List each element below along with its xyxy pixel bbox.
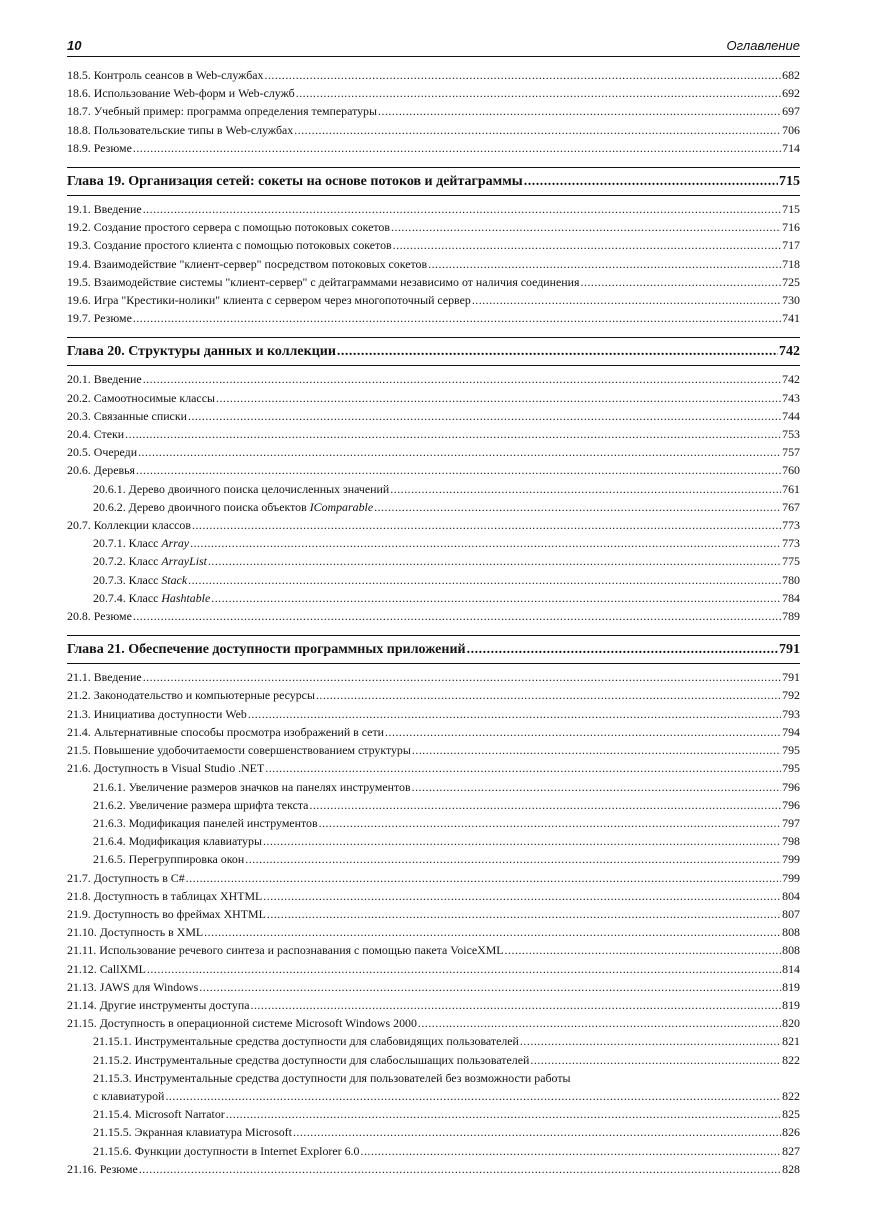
page-ref: 796 — [782, 797, 800, 812]
page-ref: 742 — [779, 344, 800, 360]
toc-entry — [67, 686, 800, 704]
entry-title: 19.6. Игра "Крестики-нолики" клиента с сервером через многопоточный сервер — [67, 293, 471, 308]
page-ref: 793 — [782, 706, 800, 721]
dot-leader — [133, 607, 781, 625]
dot-leader — [216, 389, 781, 407]
toc-entry — [67, 589, 800, 607]
dot-leader — [374, 498, 781, 516]
page-ref: 822 — [782, 1052, 800, 1067]
dot-leader — [390, 480, 781, 498]
entry-title: 19.7. Резюме — [67, 311, 132, 326]
entry-title: 21.3. Инициатива доступности Web — [67, 706, 247, 721]
entry-title: 21.7. Доступность в C# — [67, 870, 185, 885]
page-ref: 825 — [782, 1107, 800, 1122]
entry-title: 20.3. Связанные списки — [67, 408, 187, 423]
toc-entry — [67, 1142, 800, 1160]
dot-leader — [360, 1142, 781, 1160]
dot-leader — [520, 1032, 781, 1050]
entry-title: 21.15.3. Инструментальные средства доступности для пользователей без возможности работы — [93, 1070, 571, 1085]
entry-title: 19.4. Взаимодействие "клиент-сервер" посредством потоковых сокетов — [67, 256, 428, 271]
toc-entry — [67, 552, 800, 570]
toc-entry — [67, 850, 800, 868]
toc-entry — [67, 905, 800, 923]
entry-title: 19.2. Создание простого сервера с помощью потоковых сокетов — [67, 220, 390, 235]
toc-entry — [67, 66, 800, 84]
page-ref: 789 — [782, 609, 800, 624]
chapter-heading — [67, 167, 800, 196]
dot-leader — [143, 668, 781, 686]
page-ref: 822 — [782, 1088, 800, 1103]
toc-entry — [67, 389, 800, 407]
page-ref: 794 — [782, 724, 800, 739]
toc-entry — [67, 796, 800, 814]
dot-leader — [319, 814, 782, 832]
dot-leader — [316, 686, 781, 704]
page-ref: 767 — [782, 499, 800, 514]
entry-title: 21.11. Использование речевого синтеза и распознавания с помощью пакета VoiceXML — [67, 943, 504, 958]
entry-title: 18.7. Учебный пример: программа определения температуры — [67, 104, 377, 119]
dot-leader — [133, 309, 781, 327]
dot-leader — [211, 589, 781, 607]
entry-title: 21.1. Введение — [67, 670, 142, 685]
dot-leader — [165, 1087, 781, 1105]
entry-title: 18.8. Пользовательские типы в Web-службах — [67, 122, 294, 137]
toc-entry — [67, 1069, 800, 1087]
chapter-entry — [67, 640, 800, 660]
dot-leader — [524, 172, 778, 192]
entry-title: 21.6.1. Увеличение размеров значков на панелях инструментов — [93, 779, 411, 794]
dot-leader — [125, 425, 781, 443]
dot-leader — [192, 516, 781, 534]
entry-title: 20.7.4. Класс Hashtable — [93, 590, 211, 605]
dot-leader — [139, 1160, 781, 1178]
page-ref: 773 — [782, 536, 800, 551]
page-ref: 706 — [782, 122, 800, 137]
page-ref: 730 — [782, 293, 800, 308]
chapter-heading — [67, 337, 800, 366]
dot-leader — [378, 102, 781, 120]
entry-title: 21.15.5. Экранная клавиатура Microsoft — [93, 1125, 292, 1140]
dot-leader — [147, 960, 781, 978]
page-header — [67, 38, 800, 57]
page-ref: 795 — [782, 761, 800, 776]
toc-entry — [67, 236, 800, 254]
entry-title: 18.5. Контроль сеансов в Web-службах — [67, 68, 264, 82]
toc-entry — [67, 425, 800, 443]
toc-entry — [67, 534, 800, 552]
page-ref: 797 — [782, 815, 800, 830]
dot-leader — [263, 832, 781, 850]
toc-entry — [67, 273, 800, 291]
dot-leader — [418, 1014, 781, 1032]
dot-leader — [393, 236, 782, 254]
page-ref: 814 — [782, 961, 800, 976]
entry-title: 21.6.2. Увеличение размера шрифта текста — [93, 797, 309, 812]
toc-entry — [67, 607, 800, 625]
toc-entry — [67, 1032, 800, 1050]
entry-title: 19.1. Введение — [67, 202, 142, 217]
dot-leader — [412, 778, 782, 796]
toc-entry — [67, 705, 800, 723]
dot-leader — [581, 273, 782, 291]
entry-title: 20.8. Резюме — [67, 609, 132, 624]
page-ref: 799 — [782, 870, 800, 885]
entry-title: 20.1. Введение — [67, 372, 142, 387]
entry-title: 21.6.5. Перегруппировка окон — [93, 852, 245, 867]
dot-leader — [190, 534, 781, 552]
chapter-entry — [67, 342, 800, 362]
dot-leader — [263, 887, 781, 905]
dot-leader — [136, 461, 781, 479]
dot-leader — [143, 370, 781, 388]
entry-title: 21.15.6. Функции доступности в Internet Explorer 6.0 — [93, 1143, 360, 1158]
entry-title: Глава 20. Структуры данных и коллекции — [67, 344, 336, 360]
page-ref: 743 — [782, 390, 800, 405]
entry-title: Глава 21. Обеспечение доступности программных приложений — [67, 642, 466, 658]
page-ref: 808 — [782, 925, 800, 940]
dot-leader — [204, 923, 781, 941]
entry-title: 20.5. Очереди — [67, 445, 138, 460]
toc-entry — [67, 102, 800, 120]
entry-title: 20.2. Самоотносимые классы — [67, 390, 215, 405]
toc-entry — [67, 1160, 800, 1178]
dot-leader — [472, 291, 781, 309]
toc-entry — [67, 960, 800, 978]
page-ref: 808 — [782, 943, 800, 958]
page-ref: 715 — [782, 202, 800, 217]
toc-entry — [67, 571, 800, 589]
page-ref: 697 — [782, 104, 800, 119]
dot-leader — [265, 759, 781, 777]
page-ref: 820 — [782, 1016, 800, 1031]
dot-leader — [267, 905, 781, 923]
toc-entry — [67, 291, 800, 309]
dot-leader — [385, 723, 781, 741]
entry-title: 21.12. CallXML — [67, 961, 146, 976]
page-ref: 753 — [782, 427, 800, 442]
toc-entry — [67, 309, 800, 327]
dot-leader — [248, 705, 781, 723]
entry-title: 21.14. Другие инструменты доступа — [67, 997, 250, 1012]
dot-leader — [199, 978, 781, 996]
page-ref: 795 — [782, 743, 800, 758]
toc-entry — [67, 832, 800, 850]
page-ref: 827 — [782, 1143, 800, 1158]
table-of-contents — [67, 66, 800, 1178]
toc-entry — [67, 741, 800, 759]
entry-title: 21.8. Доступность в таблицах XHTML — [67, 888, 263, 903]
entry-title: 20.6.1. Дерево двоичного поиска целочисленных значений — [93, 481, 390, 496]
dot-leader — [337, 342, 778, 362]
toc-entry — [67, 443, 800, 461]
dot-leader — [138, 443, 781, 461]
entry-title: 20.7.3. Класс Stack — [93, 572, 188, 587]
entry-title: 21.13. JAWS для Windows — [67, 979, 199, 994]
toc-entry — [67, 778, 800, 796]
page-ref: 804 — [782, 888, 800, 903]
toc-entry — [67, 869, 800, 887]
book-page — [67, 38, 800, 1178]
toc-entry — [67, 516, 800, 534]
entry-title: 21.10. Доступность в XML — [67, 925, 204, 940]
dot-leader — [264, 66, 781, 84]
dot-leader — [143, 200, 781, 218]
entry-title: 18.6. Использование Web-форм и Web-служб — [67, 86, 295, 101]
page-ref: 741 — [782, 311, 800, 326]
page-ref: 744 — [782, 408, 800, 423]
page-ref: 784 — [782, 590, 800, 605]
entry-title: 19.3. Создание простого клиента с помощью потоковых сокетов — [67, 238, 392, 253]
entry-title: 21.15.1. Инструментальные средства доступности для слабовидящих пользователей — [93, 1034, 519, 1049]
toc-entry — [67, 407, 800, 425]
dot-leader — [245, 850, 781, 868]
entry-title: 20.7.2. Класс ArrayList — [93, 554, 207, 569]
page-ref: 821 — [782, 1034, 800, 1049]
entry-title: 21.16. Резюме — [67, 1161, 138, 1176]
dot-leader — [186, 869, 781, 887]
toc-entry — [67, 814, 800, 832]
page-ref: 828 — [782, 1161, 800, 1176]
page-ref: 761 — [782, 481, 800, 496]
entry-title: 20.6.2. Дерево двоичного поиска объектов IComparable — [93, 499, 374, 514]
entry-title: 21.6.4. Модификация клавиатуры — [93, 834, 262, 849]
entry-title: 20.7. Коллекции классов — [67, 518, 191, 533]
dot-leader — [188, 407, 781, 425]
page-ref: 773 — [782, 518, 800, 533]
page-ref: 775 — [782, 554, 800, 569]
entry-title: 19.5. Взаимодействие системы "клиент-сервер" с дейтаграммами независимо от наличия соединения — [67, 274, 580, 289]
toc-entry — [67, 759, 800, 777]
dot-leader — [133, 139, 781, 157]
page-ref: 742 — [782, 372, 800, 387]
chapter-heading — [67, 635, 800, 664]
toc-entry — [67, 923, 800, 941]
page-ref: 682 — [782, 68, 800, 82]
entry-title: 20.4. Стеки — [67, 427, 125, 442]
dot-leader — [412, 741, 781, 759]
toc-entry — [67, 121, 800, 139]
dot-leader — [530, 1051, 781, 1069]
toc-entry — [67, 480, 800, 498]
toc-entry — [67, 1087, 800, 1105]
entry-title: 21.2. Законодательство и компьютерные ресурсы — [67, 688, 315, 703]
toc-entry — [67, 498, 800, 516]
entry-title: 21.5. Повышение удобочитаемости совершенствованием структуры — [67, 743, 411, 758]
page-ref: 780 — [782, 572, 800, 587]
entry-title: 21.4. Альтернативные способы просмотра изображений в сети — [67, 724, 385, 739]
page-ref: 798 — [782, 834, 800, 849]
dot-leader — [188, 571, 781, 589]
page-ref: 757 — [782, 445, 800, 460]
dot-leader — [309, 796, 781, 814]
chapter-entry — [67, 172, 800, 192]
toc-entry — [67, 1014, 800, 1032]
dot-leader — [296, 84, 781, 102]
dot-leader — [226, 1105, 781, 1123]
toc-entry — [67, 887, 800, 905]
page-ref: 715 — [779, 174, 800, 190]
entry-title: 21.15. Доступность в операционной системе Microsoft Windows 2000 — [67, 1016, 417, 1031]
toc-entry — [67, 668, 800, 686]
toc-entry — [67, 941, 800, 959]
entry-title: 20.7.1. Класс Array — [93, 536, 190, 551]
page-ref: 717 — [782, 238, 800, 253]
page-ref: 714 — [782, 140, 800, 155]
dot-leader — [250, 996, 781, 1014]
dot-leader — [293, 1123, 781, 1141]
page-ref: 796 — [782, 779, 800, 794]
page-ref: 718 — [782, 256, 800, 271]
page-ref: 799 — [782, 852, 800, 867]
page-ref: 716 — [782, 220, 800, 235]
dot-leader — [208, 552, 781, 570]
entry-title: 21.15.2. Инструментальные средства доступности для слабослышащих пользователей — [93, 1052, 530, 1067]
entry-title: 20.6. Деревья — [67, 463, 136, 478]
toc-entry — [67, 1123, 800, 1141]
entry-title: 21.15.4. Microsoft Narrator — [93, 1107, 225, 1122]
page-ref: 791 — [782, 670, 800, 685]
page-ref: 819 — [782, 997, 800, 1012]
toc-entry — [67, 1051, 800, 1069]
dot-leader — [391, 218, 781, 236]
toc-entry — [67, 1105, 800, 1123]
dot-leader — [505, 941, 782, 959]
toc-entry — [67, 84, 800, 102]
entry-title: 18.9. Резюме — [67, 140, 132, 155]
entry-title: с клавиатурой — [93, 1088, 165, 1103]
toc-entry — [67, 461, 800, 479]
entry-title: 21.6.3. Модификация панелей инструментов — [93, 815, 318, 830]
entry-title: Глава 19. Организация сетей: сокеты на основе потоков и дейтаграммы — [67, 174, 523, 190]
entry-title: 21.6. Доступность в Visual Studio .NET — [67, 761, 265, 776]
entry-title: 21.9. Доступность во фреймах XHTML — [67, 906, 266, 921]
page-ref: 792 — [782, 688, 800, 703]
toc-entry — [67, 978, 800, 996]
dot-leader — [428, 255, 781, 273]
page-ref: 791 — [779, 642, 800, 658]
toc-entry — [67, 370, 800, 388]
page-ref: 807 — [782, 906, 800, 921]
page-ref: 819 — [782, 979, 800, 994]
page-number: 10 — [67, 38, 82, 53]
running-title: Оглавление — [726, 38, 800, 53]
page-ref: 692 — [782, 86, 800, 101]
toc-entry — [67, 255, 800, 273]
toc-entry — [67, 723, 800, 741]
toc-entry — [67, 200, 800, 218]
page-ref: 826 — [782, 1125, 800, 1140]
toc-entry — [67, 996, 800, 1014]
dot-leader — [294, 121, 781, 139]
toc-entry — [67, 139, 800, 157]
page-ref: 725 — [782, 274, 800, 289]
page-ref: 760 — [782, 463, 800, 478]
dot-leader — [467, 640, 778, 660]
toc-entry — [67, 218, 800, 236]
